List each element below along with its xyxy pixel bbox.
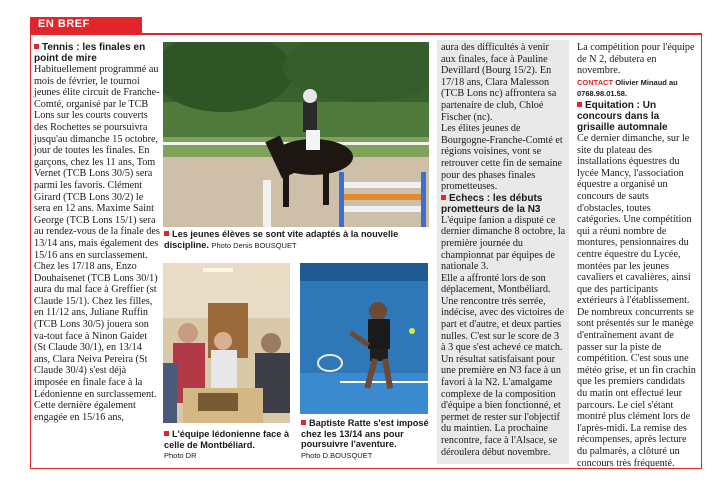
contact-line: CONTACT Olivier Minaud au 0768.98.01.58. (577, 77, 678, 99)
column-3-shaded (437, 40, 569, 464)
competition-intro: La compétition pour l'équipe de N 2, débutera en novembre. (577, 42, 695, 77)
equitation-title: Equitation : Un concours dans la grisaille automnale (577, 99, 668, 133)
photo2-credit: Photo DR (164, 451, 197, 460)
bullet-square-icon (164, 231, 169, 236)
photo2-caption: L'équipe lédonienne face à celle de Montbéliard. Photo DR (164, 429, 290, 460)
tennis-continued-2: Les élites jeunes de Bourgogne-Franche-Comté et régions voisines, vont se retrouver cette fin de semaine pour des phases finales prometteuses. (441, 123, 563, 193)
echecs-paragraph-1: L'équipe fanion a disputé ce dernier dimanche 8 octobre, la première journée du championnat par équipes de nationale 3. (441, 214, 566, 273)
tennis-title: Tennis : les finales en point de mire (34, 42, 146, 64)
echecs-title: Echecs : les débuts prometteurs de la N3 (441, 192, 543, 215)
section-title: EN BREF (38, 18, 90, 30)
photo3-caption: Baptiste Ratte s'est imposé chez les 13/14 ans pour poursuivre l'aventure. Photo D.BOUSQUET (301, 418, 429, 460)
section-banner (30, 17, 142, 33)
photo-chess-team (163, 263, 290, 423)
photo1-caption: Les jeunes élèves se sont vite adaptés à la nouvelle discipline. Photo Denis BOUSQUET (164, 229, 399, 250)
tennis-continued: aura des difficultés à venir aux finales, face à Pauline Devillard (Bourg 15/2). En 17/18 ans, Clara Malesson (TCB Lons nc) affrontera sa partenaire de club, Chloé Fischer (nc). (441, 42, 557, 123)
photo-tennis-player (300, 263, 428, 414)
bullet-square-icon (34, 44, 39, 49)
echecs-paragraph-2: Elle a affronté lors de son déplacement, Montbéliard. Une rencontre très serrée, indécise, avec des victoires de part et d'autre, et deux parties nulles. C'est sur le score de 3 à 3 que s'est achevé ce match. Un résultat satisfaisant pour une première en N3 face à un favori à la N2. L'amalgame complexe de la composition d'équipe a bien fonctionné, et permet de rester sur l'objectif du maintien. La prochaine rencontre, face à l'Alsace, se déroulera début novembre. (441, 272, 565, 458)
column-4 (577, 42, 697, 469)
photo3-credit: Photo D.BOUSQUET (301, 450, 373, 460)
bullet-square-icon (441, 195, 446, 200)
bullet-square-icon (301, 420, 306, 425)
tennis-body: Habituellement programmé au mois de février, le tournoi jeunes élite circuit de Franche-Comté, organisé par le TCB Lons sur les courts couverts des Rochettes se poursuivra jusqu'au dimanche 15 octobre, jour de toutes les finales. En garçons, chez les 11 ans, Tom Vernet (TCB Lons 30/5) sera parmi les favoris. Clément Girard (TCB Lons 30/2) le sera en 12 ans. Maxime Saint George (TCB Lons 15/1) sera au rendez-vous de la finale des 13/14 ans, mais également des 15/16 ans en surclassement. Chez les 17/18 ans, Enzo Douhaisenet (TCB Lons 30/1) aura du mal face à Greffier (st Claude 15/1). Chez les filles, en 11/12 ans, Juliane Ruffin (TCB Lons 30/5) jouera son va-tout face à Ninon Gaidet (St Claude 30/1), en 13/14 ans, Clara Neiva Pereira (St Claude 30/4) s'est déjà imposée en finale face à la Lédonienne en surclassement. Cette dernière également engagée en 15/16 ans, (34, 64, 160, 423)
equitation-body: Ce dernier dimanche, sur le site du plateau des installations équestres du lycée Mancy, l'association équestre a organisé un concours de sauts d'obstacles, toutes catégories. Une compétition qui a réuni nombre de montures, pensionnaires du centre équestre du Lycée, montées par les jeunes cavaliers et cavalières, ainsi que des participants extérieurs à l'établissement. De nombreux concurrents se sont présentés sur le manège d'entraînement avant de passer sur la piste de compétition. C'est sous une météo grise, et un fin crachin que les premiers candidats du matin ont effectué leur parcours. Le ciel s'étant montré plus clément lors de l'après-midi. La remise des récompenses, après lecture du palmarès, a clôturé un concours très fréquenté. (577, 132, 696, 469)
photo-horse-jumping (163, 42, 429, 227)
bullet-square-icon (577, 102, 582, 107)
bullet-square-icon (164, 431, 169, 436)
photo1-credit: Photo Denis BOUSQUET (211, 240, 297, 250)
tennis-article (34, 42, 160, 423)
